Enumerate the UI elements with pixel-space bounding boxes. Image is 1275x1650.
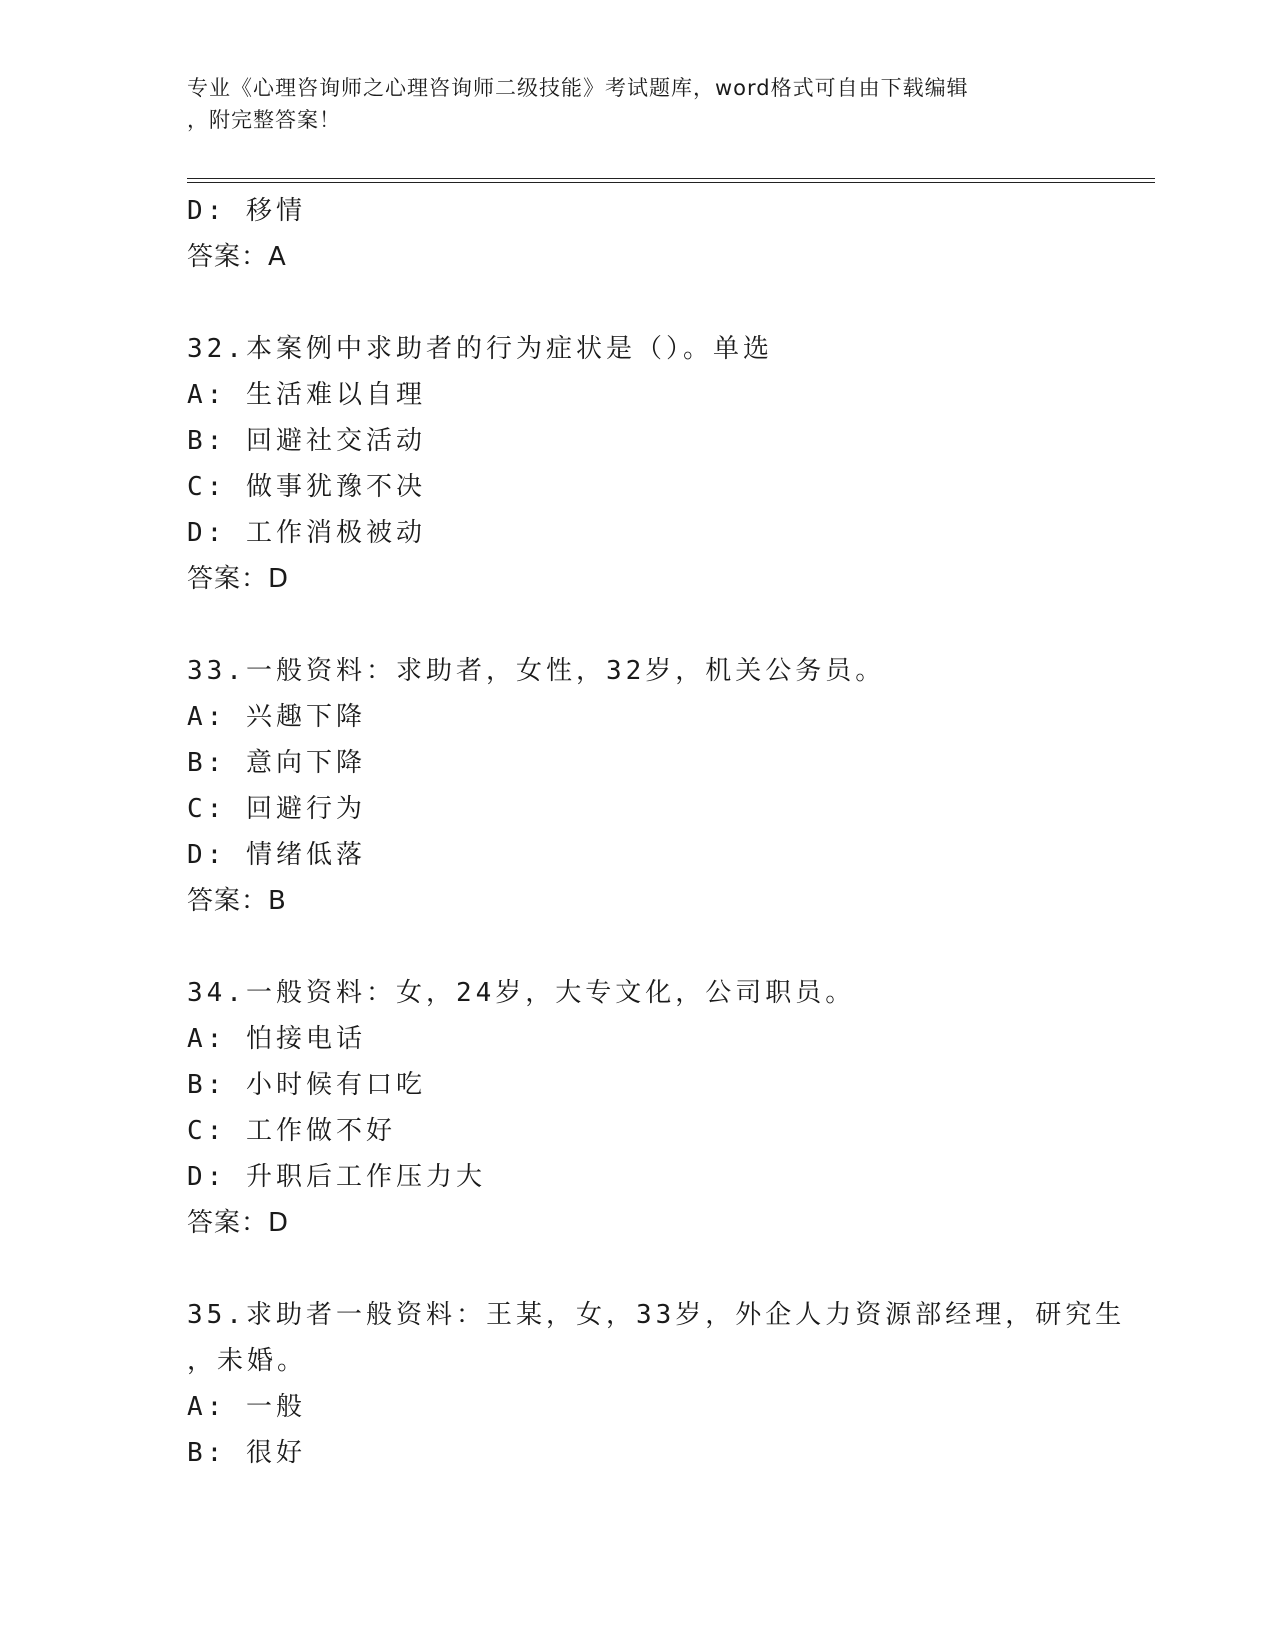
- question-list: [187, 188, 1137, 1476]
- question-stem: 34.一般资料：女，24岁，大专文化，公司职员。: [187, 978, 856, 1008]
- document-header: [187, 72, 1087, 136]
- option-a: A: 生活难以自理: [187, 380, 426, 410]
- option-c: C: 回避行为: [187, 794, 366, 824]
- option-a: A: 一般: [187, 1392, 306, 1422]
- option-b: B: 意向下降: [187, 748, 366, 778]
- option-c: C: 做事犹豫不决: [187, 472, 426, 502]
- option-b: B: 很好: [187, 1438, 306, 1468]
- answer-label: 答案：B: [187, 886, 287, 916]
- option-b: B: 小时候有口吃: [187, 1070, 426, 1100]
- header-title-line1: 专业《心理咨询师之心理咨询师二级技能》考试题库，word格式可自由下载编辑: [187, 76, 969, 100]
- answer-label: 答案：D: [187, 1208, 290, 1238]
- spacer: [187, 924, 1137, 970]
- question-31-tail: [187, 188, 1137, 280]
- option-d: D: 工作消极被动: [187, 518, 426, 548]
- question-34: [187, 970, 1137, 1246]
- question-33: [187, 648, 1137, 924]
- option-d: D: 升职后工作压力大: [187, 1162, 486, 1192]
- spacer: [187, 280, 1137, 326]
- option-b: B: 回避社交活动: [187, 426, 426, 456]
- question-stem: 33.一般资料：求助者，女性，32岁，机关公务员。: [187, 656, 886, 686]
- spacer: [187, 602, 1137, 648]
- question-stem-line2: ，未婚。: [187, 1346, 308, 1376]
- question-stem-line1: 35.求助者一般资料：王某，女，33岁，外企人力资源部经理，研究生: [187, 1300, 1126, 1330]
- header-divider: [187, 178, 1155, 183]
- option-c: C: 工作做不好: [187, 1116, 396, 1146]
- question-stem: 32.本案例中求助者的行为症状是（）。单选: [187, 334, 773, 364]
- answer-label: 答案：D: [187, 564, 290, 594]
- question-32: [187, 326, 1137, 602]
- option-d: D: 移情: [187, 196, 306, 226]
- header-title-line2: ，附完整答案！: [187, 108, 341, 132]
- option-d: D: 情绪低落: [187, 840, 366, 870]
- answer-label: 答案：A: [187, 242, 287, 272]
- spacer: [187, 1246, 1137, 1292]
- question-35: [187, 1292, 1137, 1476]
- option-a: A: 怕接电话: [187, 1024, 366, 1054]
- option-a: A: 兴趣下降: [187, 702, 366, 732]
